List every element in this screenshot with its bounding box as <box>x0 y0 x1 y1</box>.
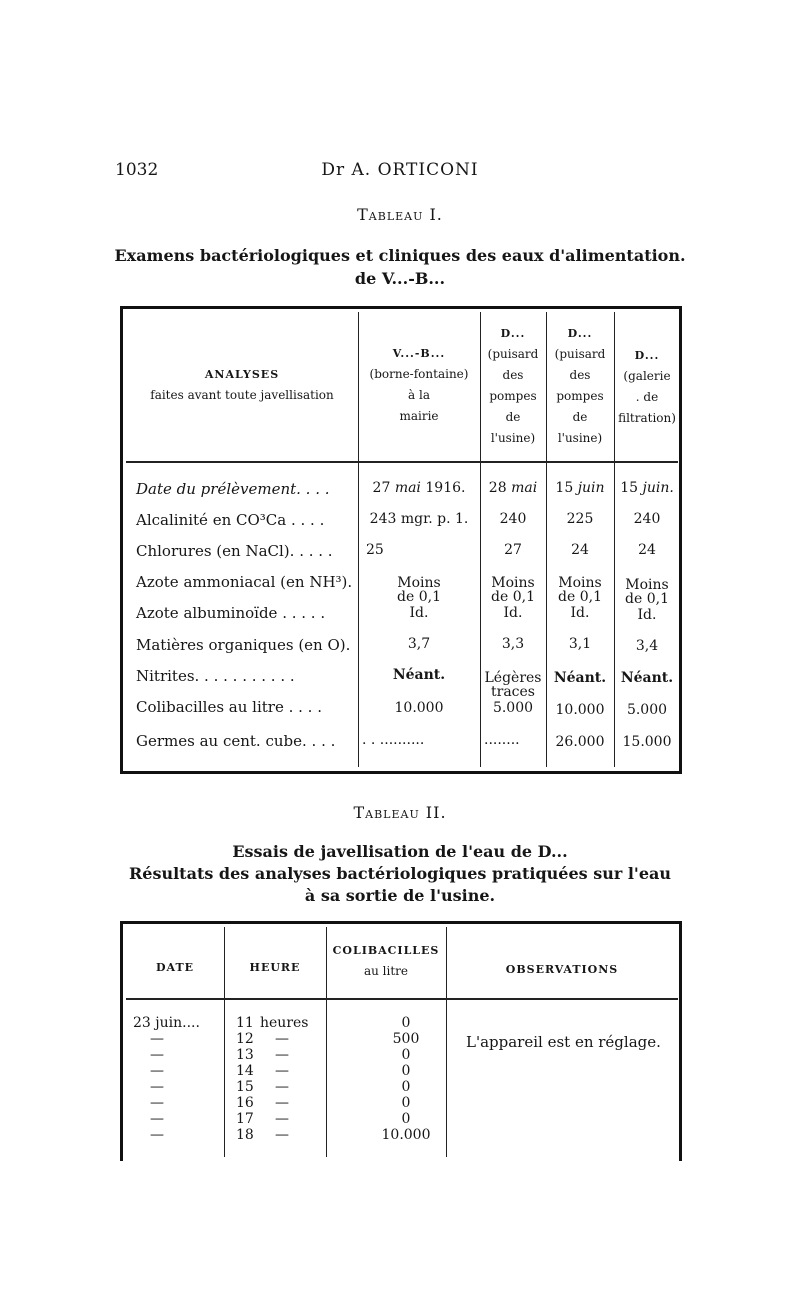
cell-azote-amm-d2-line2: de 0,1 <box>558 589 602 605</box>
cell-date-d1 <box>480 480 546 496</box>
cell-azote-amm-vb-line2: de 0,1 <box>397 589 441 605</box>
cell-matieres-d2: 3,1 <box>568 636 592 652</box>
col-head-d2-line2: (puisard <box>554 347 606 361</box>
row-label-germes: Germes au cent. cube. . . . <box>136 732 336 750</box>
row-label-nitrites: Nitrites. . . . . . . . . . . <box>136 667 295 685</box>
row-label-date-text: Date du prélèvement. . . . <box>136 480 330 498</box>
cell-date-vb-month: mai <box>394 480 421 496</box>
cell-nitrites-d1-line2: traces <box>491 684 535 700</box>
col-head-vb-line2: (borne-fontaine) <box>369 367 469 381</box>
cell-alcalinite-d2: 225 <box>566 511 594 527</box>
col-head-d1-line2: (puisard <box>487 347 539 361</box>
t2-coli: 0 <box>401 1063 411 1079</box>
cell-date-d3 <box>614 480 680 496</box>
row-label-azote-albuminoide: Azote albuminoïde . . . . . <box>136 604 326 622</box>
cell-matieres-d1: 3,3 <box>501 636 525 652</box>
col-head-d1-line3: des <box>502 368 524 382</box>
cell-date-d1-month: mai <box>511 480 538 496</box>
cell-azote-amm-d1 <box>480 576 546 604</box>
col-head-d1-line6: l'usine) <box>490 431 536 445</box>
cell-chlorures-vb: 25 <box>366 542 384 558</box>
row-label-matieres: Matières organiques (en O). <box>136 636 351 654</box>
t2-hour-unit: heures <box>260 1015 309 1031</box>
col-head-vb-line4: mairie <box>399 409 439 423</box>
cell-azote-amm-vb <box>358 576 480 604</box>
cell-colibacilles-d3: 5.000 <box>626 702 668 718</box>
cell-colibacilles-d2: 10.000 <box>555 702 605 718</box>
t2-col-head-colibacilles <box>326 940 446 982</box>
t2-coli: 500 <box>392 1031 420 1047</box>
cell-azote-amm-d3-line1: Moins <box>625 577 669 593</box>
cell-date-d3-day: 15 <box>620 480 639 496</box>
row-label-date <box>136 480 330 498</box>
col-head-analyses <box>126 364 358 406</box>
row-label-alcalinite: Alcalinité en CO³Ca . . . . <box>136 511 325 529</box>
t2-date: — <box>150 1095 164 1111</box>
t2-hour: 11 <box>236 1015 254 1031</box>
t2-date: — <box>150 1127 164 1143</box>
cell-date-d1-day: 28 <box>488 480 507 496</box>
cell-germes-d2: 26.000 <box>555 734 605 750</box>
col-head-d2-line4: pompes <box>556 389 604 403</box>
t2-col-head-heure: HEURE <box>249 961 301 974</box>
t2-date: — <box>150 1063 164 1079</box>
t2-coli: 0 <box>401 1095 411 1111</box>
cell-colibacilles-vb: 10.000 <box>394 700 444 716</box>
cell-azote-alb-vb: Id. <box>409 605 429 621</box>
col-head-d2-line3: des <box>569 368 591 382</box>
col-head-d-puisard-2 <box>546 323 614 449</box>
t2-hour-unit: — <box>275 1127 289 1143</box>
t2-hour: 15 <box>236 1079 254 1095</box>
t2-coli: 0 <box>401 1111 411 1127</box>
t2-date: 23 juin.... <box>133 1015 200 1031</box>
col-head-d-galerie <box>614 345 680 429</box>
t2-hour: 14 <box>236 1063 254 1079</box>
t2-col-head-coli-line1: COLIBACILLES <box>332 944 440 957</box>
col-head-vb-line3: à la <box>408 388 430 402</box>
cell-nitrites-d2: Néant. <box>553 670 607 686</box>
cell-date-vb-day: 27 <box>372 480 391 496</box>
row-label-chlorures: Chlorures (en NaCl). . . . . <box>136 542 333 560</box>
table2-title: Tableau II. <box>353 803 447 822</box>
cell-chlorures-d3: 24 <box>638 542 656 558</box>
page-number: 1032 <box>115 160 159 180</box>
cell-alcalinite-d1: 240 <box>499 511 527 527</box>
table2-subtitle-line2: Résultats des analyses bactériologiques pratiquées sur l'eau <box>128 864 672 883</box>
cell-date-d2 <box>546 480 614 496</box>
cell-nitrites-vb: Néant. <box>392 667 446 683</box>
cell-germes-vb: . . .......... <box>362 732 425 748</box>
table1-header-rule <box>126 461 678 463</box>
t2-col-head-date: DATE <box>155 961 195 974</box>
col-head-d3-line4: filtration) <box>618 411 676 425</box>
col-head-vb-line1: V...-B... <box>392 347 446 360</box>
cell-chlorures-d2: 24 <box>571 542 589 558</box>
table1-subtitle-line1: Examens bactériologiques et cliniques des eaux d'alimentation. <box>114 246 686 265</box>
cell-date-d3-month: juin. <box>642 480 674 496</box>
t2-observation: L'appareil est en réglage. <box>466 1033 661 1051</box>
col-head-analyses-line2: faites avant toute javellisation <box>150 388 334 402</box>
cell-azote-amm-d2 <box>546 576 614 604</box>
t2-hour: 12 <box>236 1031 254 1047</box>
col-head-d3-line3: . de <box>635 390 659 404</box>
col-head-d2-line1: D... <box>567 327 593 340</box>
cell-azote-alb-d1: Id. <box>503 605 523 621</box>
cell-germes-d1: ........ <box>484 732 520 748</box>
row-label-colibacilles: Colibacilles au litre . . . . <box>136 698 322 716</box>
t2-coli: 0 <box>401 1047 411 1063</box>
col-head-d2-line5: de <box>572 410 588 424</box>
cell-date-vb-year: 1916. <box>425 480 466 496</box>
t2-coli: 10.000 <box>381 1127 431 1143</box>
t2-hour-unit: — <box>275 1031 289 1047</box>
t2-date: — <box>150 1047 164 1063</box>
col-head-d2-line6: l'usine) <box>557 431 603 445</box>
cell-nitrites-d1-line1: Légères <box>484 670 542 686</box>
t2-coli: 0 <box>401 1015 411 1031</box>
cell-azote-amm-d2-line1: Moins <box>558 575 602 591</box>
cell-nitrites-d3: Néant. <box>620 670 674 686</box>
t2-date: — <box>150 1111 164 1127</box>
t2-hour-unit: — <box>275 1079 289 1095</box>
t2-date: — <box>150 1079 164 1095</box>
cell-azote-amm-d1-line1: Moins <box>491 575 535 591</box>
cell-azote-amm-vb-line1: Moins <box>397 575 441 591</box>
col-head-d3-line2: (galerie <box>623 369 671 383</box>
cell-azote-alb-d3: Id. <box>637 607 657 623</box>
cell-alcalinite-d3: 240 <box>633 511 661 527</box>
t2-hour: 17 <box>236 1111 254 1127</box>
cell-chlorures-d1: 27 <box>504 542 522 558</box>
table2-subtitle-line3: à sa sortie de l'usine. <box>304 886 496 905</box>
table2-header-rule <box>126 998 678 1000</box>
col-head-d1-line4: pompes <box>489 389 537 403</box>
col-head-d1-line5: de <box>505 410 521 424</box>
table1-subtitle-line2: de V...-B... <box>354 269 446 288</box>
row-label-azote-ammoniacal: Azote ammoniacal (en NH³). <box>136 573 353 591</box>
cell-date-d2-month: juin <box>577 480 605 496</box>
cell-nitrites-d1 <box>480 671 546 699</box>
cell-azote-amm-d3-line2: de 0,1 <box>625 591 669 607</box>
col-head-d-puisard-1 <box>480 323 546 449</box>
cell-azote-alb-d2: Id. <box>570 605 590 621</box>
t2-hour-unit: — <box>275 1063 289 1079</box>
col-head-d3-line1: D... <box>634 349 660 362</box>
t2-hour-unit: — <box>275 1047 289 1063</box>
running-header: Dr A. ORTICONI <box>321 160 479 180</box>
col-head-vb <box>358 343 480 427</box>
t2-col-head-coli-line2: au litre <box>363 964 409 978</box>
t2-coli: 0 <box>401 1079 411 1095</box>
cell-matieres-d3: 3,4 <box>635 638 659 654</box>
table2-subtitle-line1: Essais de javellisation de l'eau de D... <box>232 842 568 861</box>
t2-hour: 13 <box>236 1047 254 1063</box>
t2-date: — <box>150 1031 164 1047</box>
col-head-analyses-line1: ANALYSES <box>204 368 280 381</box>
cell-germes-d3: 15.000 <box>622 734 672 750</box>
t2-hour: 18 <box>236 1127 254 1143</box>
t2-hour: 16 <box>236 1095 254 1111</box>
cell-colibacilles-d1: 5.000 <box>492 700 534 716</box>
cell-matieres-vb: 3,7 <box>407 636 431 652</box>
cell-azote-amm-d3 <box>614 578 680 606</box>
col-head-d1-line1: D... <box>500 327 526 340</box>
table1-title: Tableau I. <box>357 205 443 224</box>
t2-hour-unit: — <box>275 1095 289 1111</box>
t2-col-head-observations: OBSERVATIONS <box>505 963 619 976</box>
cell-date-vb <box>358 480 480 496</box>
t2-hour-unit: — <box>275 1111 289 1127</box>
cell-azote-amm-d1-line2: de 0,1 <box>491 589 535 605</box>
cell-alcalinite-vb: 243 mgr. p. 1. <box>369 511 469 527</box>
cell-date-d2-day: 15 <box>555 480 574 496</box>
